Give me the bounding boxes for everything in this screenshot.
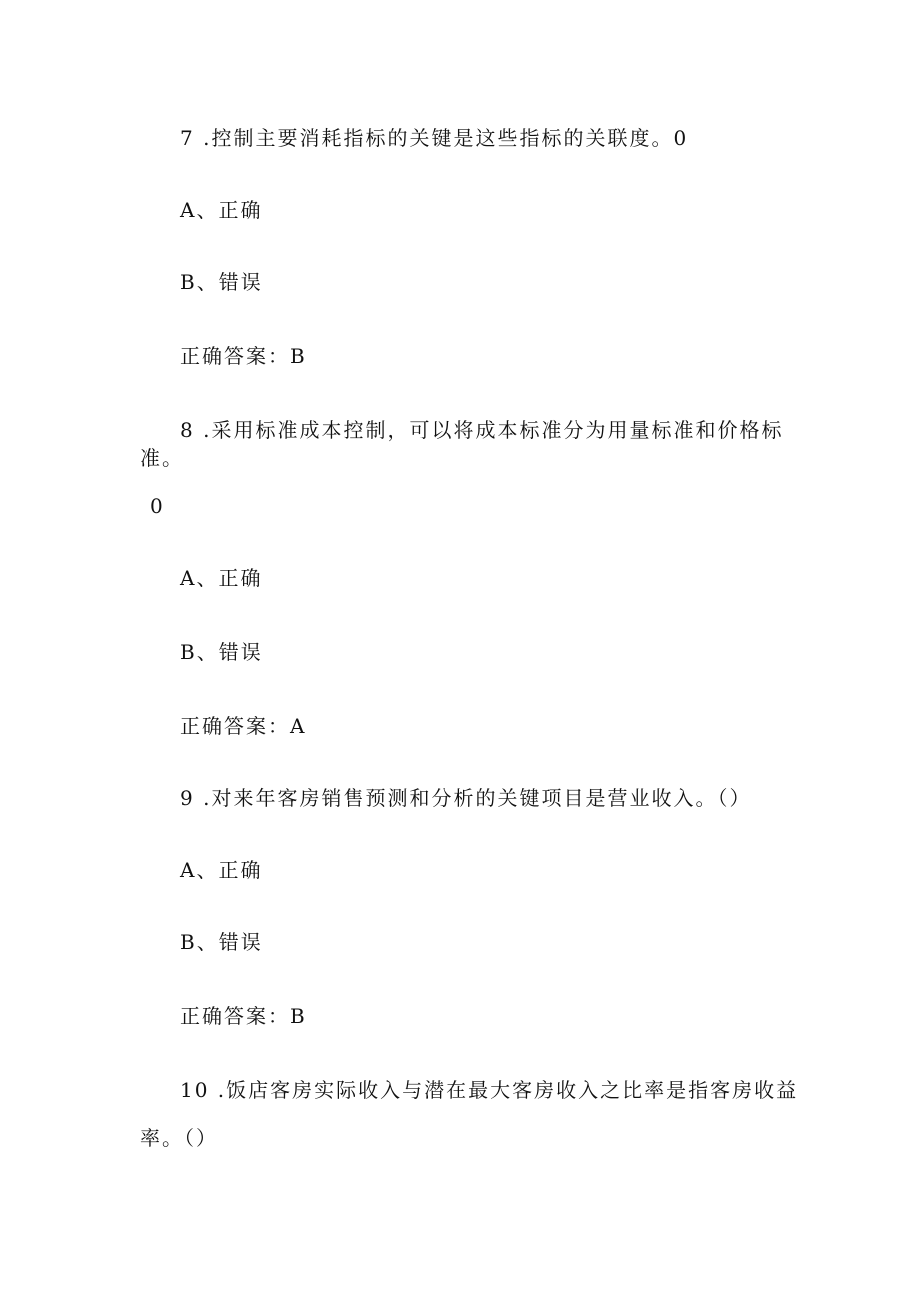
question-10-stem-line1: 10 .饭店客房实际收入与潜在最大客房收入之比率是指客房收益 [180, 1078, 799, 1102]
question-7-option-b: B、错误 [180, 270, 263, 294]
question-8-stem-line3: 0 [150, 494, 165, 518]
question-8-answer: 正确答案：A [180, 714, 307, 738]
question-9-option-b: B、错误 [180, 930, 263, 954]
question-7-option-a: A、正确 [180, 198, 263, 222]
question-9-option-a: A、正确 [180, 858, 263, 882]
question-7-answer: 正确答案：B [180, 344, 307, 368]
question-8-option-b: B、错误 [180, 640, 263, 664]
question-7-stem: 7 .控制主要消耗指标的关键是这些指标的关联度。0 [180, 126, 689, 150]
question-8-option-a: A、正确 [180, 566, 263, 590]
question-9-answer: 正确答案：B [180, 1004, 307, 1028]
question-9-stem: 9 .对来年客房销售预测和分析的关键项目是营业收入。（） [180, 786, 752, 810]
question-8-stem-line1: 8 .采用标准成本控制，可以将成本标准分为用量标准和价格标 [180, 418, 784, 442]
question-10-stem-line2: 率。（） [140, 1126, 218, 1150]
question-8-stem-line2: 准。 [140, 446, 184, 470]
